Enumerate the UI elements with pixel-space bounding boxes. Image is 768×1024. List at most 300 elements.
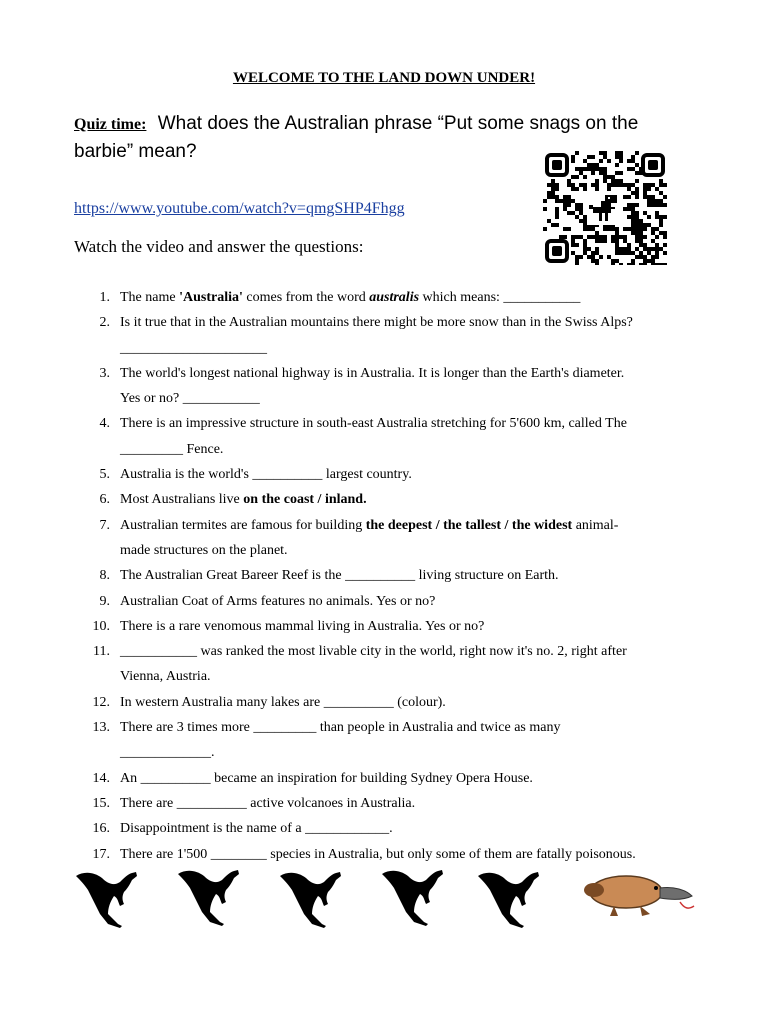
qr-module	[655, 203, 659, 207]
qr-module	[555, 183, 559, 187]
question-number: 14.	[92, 770, 110, 786]
qr-module	[591, 171, 595, 175]
quiz-question: What does the Australian phrase “Put some snags on the barbie” mean?	[74, 113, 639, 162]
qr-module	[563, 199, 567, 203]
qr-module	[639, 231, 643, 235]
qr-module	[579, 167, 583, 171]
qr-module	[583, 219, 587, 223]
question-item	[74, 766, 699, 791]
qr-module	[651, 203, 655, 207]
qr-module	[635, 215, 639, 219]
qr-module	[579, 235, 583, 239]
qr-module	[595, 163, 599, 167]
qr-module	[571, 239, 575, 243]
qr-module	[631, 219, 635, 223]
qr-module	[587, 155, 591, 159]
qr-module	[587, 247, 591, 251]
qr-module	[643, 263, 647, 265]
question-text: There is a rare venomous mammal living in Australia. Yes or no?	[120, 618, 485, 634]
qr-module	[631, 159, 635, 163]
qr-module	[635, 231, 639, 235]
qr-module	[599, 159, 603, 163]
qr-module	[611, 235, 615, 239]
qr-module	[599, 239, 603, 243]
question-text: There are 1'500 ________ species in Australia, but only some of them are fatally poisonous.	[120, 846, 636, 862]
qr-module	[575, 243, 579, 247]
question-text: The world's longest national highway is in Australia. It is longer than the Earth's diameter. Yes or no? ___________	[120, 365, 625, 407]
platypus-icon	[584, 876, 694, 916]
question-text: Australia is the world's __________ largest country.	[120, 467, 412, 483]
qr-module	[639, 235, 643, 239]
qr-module	[619, 183, 623, 187]
question-number: 16.	[92, 821, 110, 837]
question-text: The Australian Great Bareer Reef is the __________ living structure on Earth.	[120, 568, 559, 584]
question-number: 9.	[99, 593, 110, 609]
qr-module	[555, 211, 559, 215]
qr-module	[619, 155, 623, 159]
qr-module	[655, 215, 659, 219]
qr-module	[651, 195, 655, 199]
qr-module	[639, 251, 643, 255]
question-number: 2.	[99, 315, 110, 331]
qr-module	[595, 259, 599, 263]
qr-module	[631, 183, 635, 187]
qr-module	[659, 231, 663, 235]
qr-module	[567, 211, 571, 215]
qr-module	[639, 263, 643, 265]
qr-module	[655, 247, 659, 251]
qr-module	[627, 243, 631, 247]
qr-module	[575, 203, 579, 207]
question-text: There is an impressive structure in south-east Australia stretching for 5'600 km, called The _________ Fence.	[120, 416, 627, 457]
question-number: 3.	[99, 365, 110, 381]
qr-module	[635, 163, 639, 167]
question-number: 6.	[99, 492, 110, 508]
kangaroo-icon	[478, 872, 539, 928]
qr-module	[603, 167, 607, 171]
qr-module	[595, 263, 599, 265]
qr-module	[599, 171, 603, 175]
qr-module	[631, 231, 635, 235]
qr-module	[603, 171, 607, 175]
qr-module	[623, 195, 627, 199]
qr-module	[583, 159, 587, 163]
qr-module	[583, 247, 587, 251]
qr-module	[555, 195, 559, 199]
qr-module	[655, 187, 659, 191]
qr-module	[651, 263, 655, 265]
qr-module	[615, 243, 619, 247]
qr-module	[627, 195, 631, 199]
qr-module	[551, 191, 555, 195]
qr-module	[655, 263, 659, 265]
qr-module	[551, 183, 555, 187]
qr-module	[543, 227, 547, 231]
qr-module	[579, 183, 583, 187]
qr-module	[607, 175, 611, 179]
qr-module	[635, 203, 639, 207]
question-item	[74, 589, 699, 614]
qr-module	[655, 251, 659, 255]
qr-module	[619, 251, 623, 255]
question-text: Disappointment is the name of a ____________.	[120, 821, 393, 837]
qr-module	[659, 219, 663, 223]
question-item	[74, 791, 699, 816]
qr-module	[627, 203, 631, 207]
qr-module	[607, 255, 611, 259]
qr-module	[631, 251, 635, 255]
question-item	[74, 614, 699, 639]
qr-module	[647, 251, 651, 255]
qr-module	[623, 235, 627, 239]
question-text: Australian Coat of Arms features no animals. Yes or no?	[120, 593, 436, 609]
qr-module	[555, 215, 559, 219]
question-item	[74, 513, 699, 564]
qr-module	[619, 151, 623, 155]
kangaroo-icon	[178, 870, 239, 926]
qr-module	[659, 183, 663, 187]
question-item	[74, 361, 699, 412]
question-item	[74, 310, 699, 361]
question-text: There are __________ active volcanoes in Australia.	[120, 795, 416, 811]
qr-module	[567, 179, 571, 183]
qr-module	[611, 259, 615, 263]
qr-module	[643, 235, 647, 239]
qr-module	[631, 263, 635, 265]
qr-module	[591, 167, 595, 171]
qr-module	[563, 203, 567, 207]
qr-module	[579, 203, 583, 207]
question-text: ___________ was ranked the most livable city in the world, right now it's no. 2, right after Vienna, Austria.	[120, 644, 627, 685]
question-number: 11.	[93, 644, 110, 660]
qr-module	[651, 259, 655, 263]
qr-module	[603, 235, 607, 239]
qr-module	[619, 235, 623, 239]
qr-module	[651, 255, 655, 259]
qr-module	[647, 215, 651, 219]
qr-module	[619, 159, 623, 163]
qr-module	[591, 251, 595, 255]
qr-module	[615, 163, 619, 167]
qr-module	[587, 255, 591, 259]
question-number: 8.	[99, 568, 110, 584]
qr-module	[643, 227, 647, 231]
qr-module	[643, 183, 647, 187]
qr-module	[575, 235, 579, 239]
qr-module	[619, 263, 623, 265]
qr-module	[591, 183, 595, 187]
question-item	[74, 816, 699, 841]
qr-module	[547, 195, 551, 199]
question-number: 17.	[92, 846, 110, 862]
question-item	[74, 690, 699, 715]
qr-module	[611, 263, 615, 265]
qr-module	[655, 227, 659, 231]
question-number: 13.	[92, 720, 110, 736]
qr-module	[567, 227, 571, 231]
qr-module	[579, 207, 583, 211]
qr-module	[635, 223, 639, 227]
qr-module	[615, 251, 619, 255]
qr-module	[583, 183, 587, 187]
qr-module	[627, 187, 631, 191]
qr-module	[623, 227, 627, 231]
qr-module	[627, 159, 631, 163]
qr-module	[643, 255, 647, 259]
qr-module	[603, 239, 607, 243]
quiz-label: Quiz time:	[74, 116, 147, 133]
qr-module	[627, 251, 631, 255]
qr-module	[627, 215, 631, 219]
question-number: 7.	[99, 517, 110, 533]
qr-module	[563, 207, 567, 211]
qr-module	[631, 215, 635, 219]
qr-module	[663, 235, 667, 239]
kangaroo-icon	[280, 872, 341, 928]
question-text: An __________ became an inspiration for building Sydney Opera House.	[120, 770, 533, 786]
qr-module	[575, 259, 579, 263]
qr-module	[563, 195, 567, 199]
question-item	[74, 285, 699, 310]
qr-module	[663, 263, 667, 265]
qr-module	[643, 223, 647, 227]
qr-module	[563, 235, 567, 239]
qr-module	[635, 255, 639, 259]
question-number: 15.	[92, 795, 110, 811]
qr-module	[659, 179, 663, 183]
qr-module	[571, 159, 575, 163]
qr-module	[631, 211, 635, 215]
qr-module	[655, 235, 659, 239]
qr-module	[643, 187, 647, 191]
qr-module	[583, 227, 587, 231]
qr-module	[631, 167, 635, 171]
qr-module	[655, 199, 659, 203]
question-item	[74, 715, 699, 766]
qr-module	[643, 243, 647, 247]
qr-module	[583, 175, 587, 179]
kangaroo-icon	[382, 870, 443, 926]
qr-module	[647, 187, 651, 191]
qr-module	[579, 171, 583, 175]
qr-module	[555, 199, 559, 203]
qr-module	[587, 163, 591, 167]
qr-module	[571, 155, 575, 159]
question-number: 10.	[92, 618, 110, 634]
qr-module	[619, 171, 623, 175]
qr-module	[571, 211, 575, 215]
qr-module	[575, 187, 579, 191]
qr-module	[591, 155, 595, 159]
qr-module	[615, 155, 619, 159]
question-item	[74, 411, 699, 462]
qr-module	[647, 259, 651, 263]
qr-module	[603, 179, 607, 183]
qr-module	[599, 151, 603, 155]
qr-module	[591, 259, 595, 263]
qr-module	[595, 231, 599, 235]
qr-module	[575, 167, 579, 171]
qr-module	[615, 247, 619, 251]
youtube-link[interactable]: https://www.youtube.com/watch?v=qmgSHP4Fhgg	[74, 200, 405, 217]
question-number: 4.	[99, 416, 110, 432]
qr-module	[547, 191, 551, 195]
qr-module	[595, 251, 599, 255]
qr-module	[635, 211, 639, 215]
qr-module	[567, 195, 571, 199]
qr-module	[603, 151, 607, 155]
qr-module	[595, 235, 599, 239]
qr-module	[635, 191, 639, 195]
qr-module	[651, 199, 655, 203]
qr-module	[587, 235, 591, 239]
qr-module	[551, 179, 555, 183]
qr-module	[655, 243, 659, 247]
qr-module	[631, 259, 635, 263]
qr-module	[659, 203, 663, 207]
qr-module	[591, 163, 595, 167]
qr-module	[663, 183, 667, 187]
qr-module	[595, 183, 599, 187]
qr-module	[627, 183, 631, 187]
qr-module	[647, 195, 651, 199]
qr-module	[627, 207, 631, 211]
qr-module	[579, 255, 583, 259]
question-item	[74, 462, 699, 487]
qr-module	[631, 191, 635, 195]
qr-module	[551, 187, 555, 191]
qr-module	[659, 191, 663, 195]
qr-module	[571, 187, 575, 191]
qr-module	[611, 183, 615, 187]
qr-module	[611, 239, 615, 243]
qr-module	[543, 207, 547, 211]
qr-module	[619, 179, 623, 183]
qr-module	[591, 227, 595, 231]
qr-module	[583, 243, 587, 247]
qr-module	[571, 183, 575, 187]
qr-module	[583, 223, 587, 227]
qr-module	[643, 211, 647, 215]
qr-module	[575, 151, 579, 155]
qr-module	[615, 227, 619, 231]
qr-module	[635, 235, 639, 239]
qr-module	[615, 239, 619, 243]
qr-module	[575, 263, 579, 265]
qr-module	[631, 227, 635, 231]
qr-module	[627, 227, 631, 231]
qr-module	[607, 183, 611, 187]
qr-module	[599, 255, 603, 259]
qr-module	[607, 159, 611, 163]
qr-module	[635, 239, 639, 243]
qr-module	[639, 219, 643, 223]
question-number: 5.	[99, 467, 110, 483]
qr-module	[635, 187, 639, 191]
qr-module	[595, 179, 599, 183]
qr-module	[647, 183, 651, 187]
qr-module	[615, 179, 619, 183]
qr-module	[659, 215, 663, 219]
qr-module	[571, 235, 575, 239]
qr-module	[639, 227, 643, 231]
worksheet-title: WELCOME TO THE LAND DOWN UNDER!	[232, 70, 536, 86]
qr-module	[659, 247, 663, 251]
qr-module	[563, 227, 567, 231]
question-text: Australian termites are famous for building the deepest / the tallest / the widest animal- made structures on the planet.	[120, 517, 619, 558]
question-list	[74, 285, 699, 867]
qr-module	[559, 235, 563, 239]
qr-module	[567, 183, 571, 187]
qr-module	[571, 243, 575, 247]
qr-module	[659, 263, 663, 265]
qr-module	[587, 167, 591, 171]
qr-module	[635, 179, 639, 183]
qr-module	[595, 167, 599, 171]
qr-module	[631, 223, 635, 227]
qr-module	[647, 199, 651, 203]
qr-module	[639, 223, 643, 227]
question-text: There are 3 times more _________ than people in Australia and twice as many _____________.	[120, 720, 561, 761]
qr-module	[555, 187, 559, 191]
qr-module	[631, 203, 635, 207]
qr-module	[611, 175, 615, 179]
question-number: 1.	[99, 290, 110, 305]
qr-module	[567, 199, 571, 203]
qr-module	[659, 223, 663, 227]
qr-module	[615, 259, 619, 263]
qr-module	[595, 239, 599, 243]
qr-module	[643, 259, 647, 263]
qr-module	[575, 207, 579, 211]
qr-module	[591, 235, 595, 239]
qr-module	[639, 255, 643, 259]
qr-module	[647, 203, 651, 207]
qr-module	[651, 247, 655, 251]
qr-module	[595, 187, 599, 191]
qr-module	[639, 243, 643, 247]
qr-module	[647, 247, 651, 251]
question-text: Is it true that in the Australian mountains there might be more snow than in the Swiss Alps? _____________________	[120, 315, 633, 356]
qr-module	[615, 151, 619, 155]
qr-module	[543, 199, 547, 203]
qr-module	[571, 175, 575, 179]
qr-module	[615, 183, 619, 187]
qr-module	[587, 227, 591, 231]
qr-module	[635, 227, 639, 231]
qr-module	[615, 235, 619, 239]
qr-module	[547, 219, 551, 223]
instruction-text: Watch the video and answer the questions:	[74, 237, 364, 256]
qr-module	[651, 183, 655, 187]
qr-module	[635, 219, 639, 223]
qr-module	[571, 199, 575, 203]
qr-module	[571, 251, 575, 255]
qr-module	[643, 191, 647, 195]
qr-module	[555, 223, 559, 227]
qr-module	[663, 231, 667, 235]
qr-module	[663, 243, 667, 247]
question-item	[74, 563, 699, 588]
qr-module	[655, 211, 659, 215]
qr-module	[579, 211, 583, 215]
qr-module	[643, 195, 647, 199]
qr-code-icon	[543, 151, 667, 265]
qr-module	[651, 227, 655, 231]
qr-module	[551, 223, 555, 227]
qr-module	[623, 247, 627, 251]
qr-module	[547, 183, 551, 187]
